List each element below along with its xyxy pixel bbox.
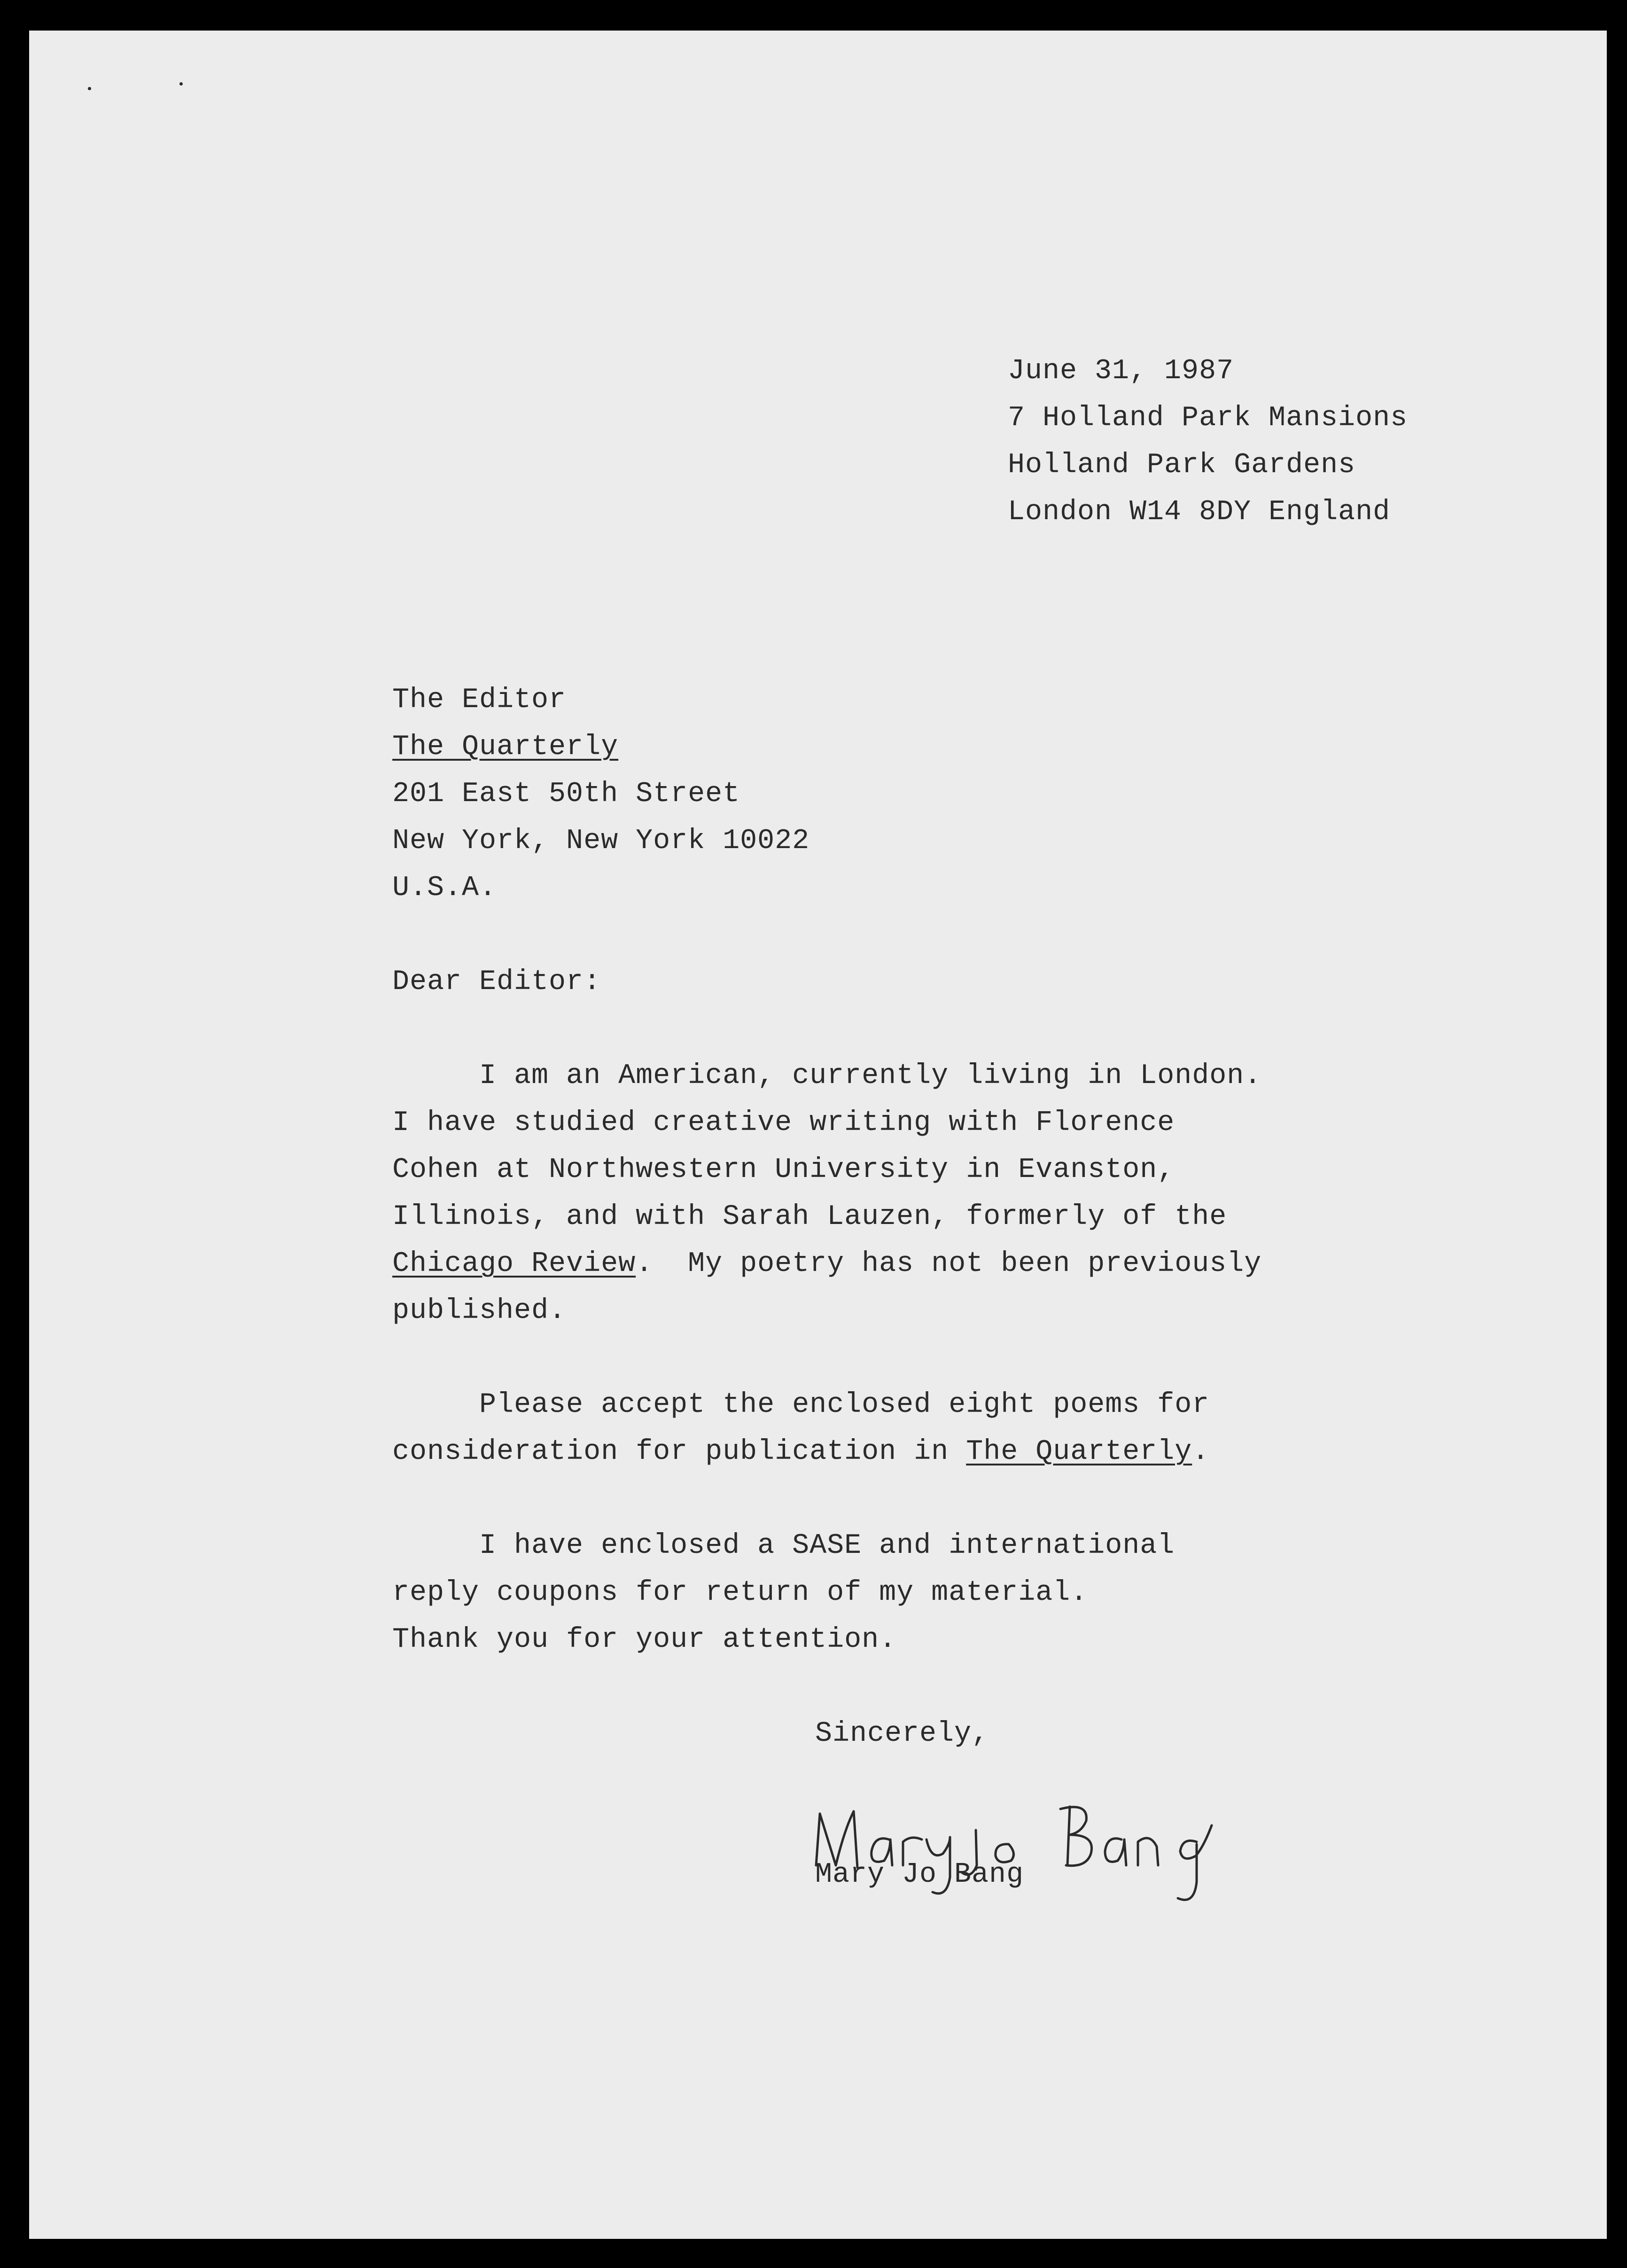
paragraph-line: I am an American, currently living in London. bbox=[392, 1060, 1262, 1092]
paragraph-line bbox=[392, 1247, 1261, 1280]
paragraph-line-rest: . My poetry has not been previously bbox=[636, 1248, 1262, 1280]
paragraph-line: I have studied creative writing with Florence bbox=[392, 1107, 1175, 1139]
paragraph-line: Cohen at Northwestern University in Evanston, bbox=[392, 1154, 1175, 1186]
salutation: Dear Editor: bbox=[392, 966, 601, 998]
sender-address-line: London W14 8DY England bbox=[1008, 496, 1391, 528]
paragraph-line: reply coupons for return of my material. bbox=[392, 1577, 1088, 1609]
paragraph-line bbox=[392, 1435, 1209, 1468]
journal-title: The Quarterly bbox=[966, 1436, 1192, 1468]
paper-speck bbox=[88, 87, 91, 90]
paragraph-line: Please accept the enclosed eight poems for bbox=[392, 1389, 1210, 1421]
closing: Sincerely, bbox=[815, 1718, 989, 1750]
journal-title: Chicago Review bbox=[392, 1248, 636, 1280]
recipient-street: 201 East 50th Street bbox=[392, 778, 740, 810]
paragraph-line-suffix: . bbox=[1192, 1436, 1210, 1468]
paragraph-line: published. bbox=[392, 1295, 567, 1327]
recipient-publication: The Quarterly bbox=[392, 731, 619, 763]
paragraph-line-prefix: consideration for publication in bbox=[392, 1436, 966, 1468]
paragraph-line: Illinois, and with Sarah Lauzen, formerly of the bbox=[392, 1201, 1227, 1233]
letter-date: June 31, 1987 bbox=[1008, 355, 1234, 387]
paragraph-line: Thank you for your attention. bbox=[392, 1624, 897, 1656]
paragraph-line: I have enclosed a SASE and international bbox=[392, 1530, 1175, 1562]
sender-address-line: Holland Park Gardens bbox=[1008, 449, 1356, 481]
recipient-country: U.S.A. bbox=[392, 872, 497, 904]
sender-address-line: 7 Holland Park Mansions bbox=[1008, 402, 1408, 434]
typed-name: Mary Jo Bang bbox=[815, 1859, 1024, 1891]
recipient-addressee: The Editor bbox=[392, 684, 567, 716]
paper-speck bbox=[179, 82, 183, 86]
letter-page bbox=[29, 31, 1607, 2239]
recipient-city: New York, New York 10022 bbox=[392, 825, 810, 857]
